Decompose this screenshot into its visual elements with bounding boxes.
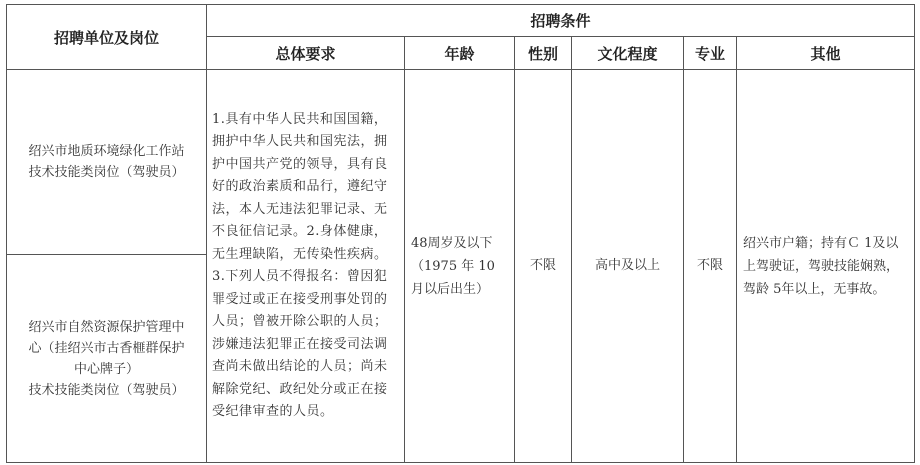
header-major: 专业 — [684, 37, 737, 70]
unit-position-line: 技术技能类岗位（驾驶员） — [28, 165, 185, 180]
major-cell: 不限 — [684, 70, 737, 463]
header-unit-column: 招聘单位及岗位 — [7, 5, 207, 70]
unit-name-line: 绍兴市地质环境绿化工作站 — [28, 144, 185, 159]
education-cell: 高中及以上 — [572, 70, 684, 463]
header-general-requirements: 总体要求 — [207, 37, 405, 70]
header-education: 文化程度 — [572, 37, 684, 70]
header-conditions-group: 招聘条件 — [207, 5, 915, 37]
unit-name-line: 中心牌子） — [73, 361, 139, 377]
gender-cell: 不限 — [515, 70, 572, 463]
general-requirements-cell: 1.具有中华人民共和国国籍，拥护中华人民共和国宪法，拥护中国共产党的领导，具有良好的政治素质和品行，遵纪守法，本人无违法犯罪记录、无不良征信记录。2.身体健康，无生理缺陷，无传染性疾病。3.下列人员不得报名：曾因犯罪受过或正在接受刑事处罚的人员；曾被开除公职的人员；涉嫌违法犯罪正在接受司法调查尚未做出结论的人员；尚未解除党纪、政纪处分或正在接受纪律审查的人员。 — [207, 70, 405, 463]
age-cell: 48周岁及以下（1975 年 10 月以后出生） — [405, 70, 515, 463]
unit-position-line: 技术技能类岗位（驾驶员） — [28, 382, 185, 398]
header-other: 其他 — [737, 37, 915, 70]
other-requirements-cell: 绍兴市户籍；持有Ｃ 1及以上驾驶证，驾驶技能娴熟，驾龄 5年以上，无事故。 — [737, 70, 915, 463]
header-row-1 — [7, 5, 915, 37]
recruitment-table — [6, 4, 915, 463]
header-gender: 性别 — [515, 37, 572, 70]
unit-name-line: 绍兴市自然资源保护管理中 — [28, 319, 185, 335]
table-row — [7, 70, 915, 255]
unit-cell-resources-center — [7, 255, 207, 463]
header-age: 年龄 — [405, 37, 515, 70]
unit-cell-geology-station — [7, 70, 207, 255]
unit-name-line: 心（挂绍兴市古香榧群保护 — [28, 340, 185, 356]
